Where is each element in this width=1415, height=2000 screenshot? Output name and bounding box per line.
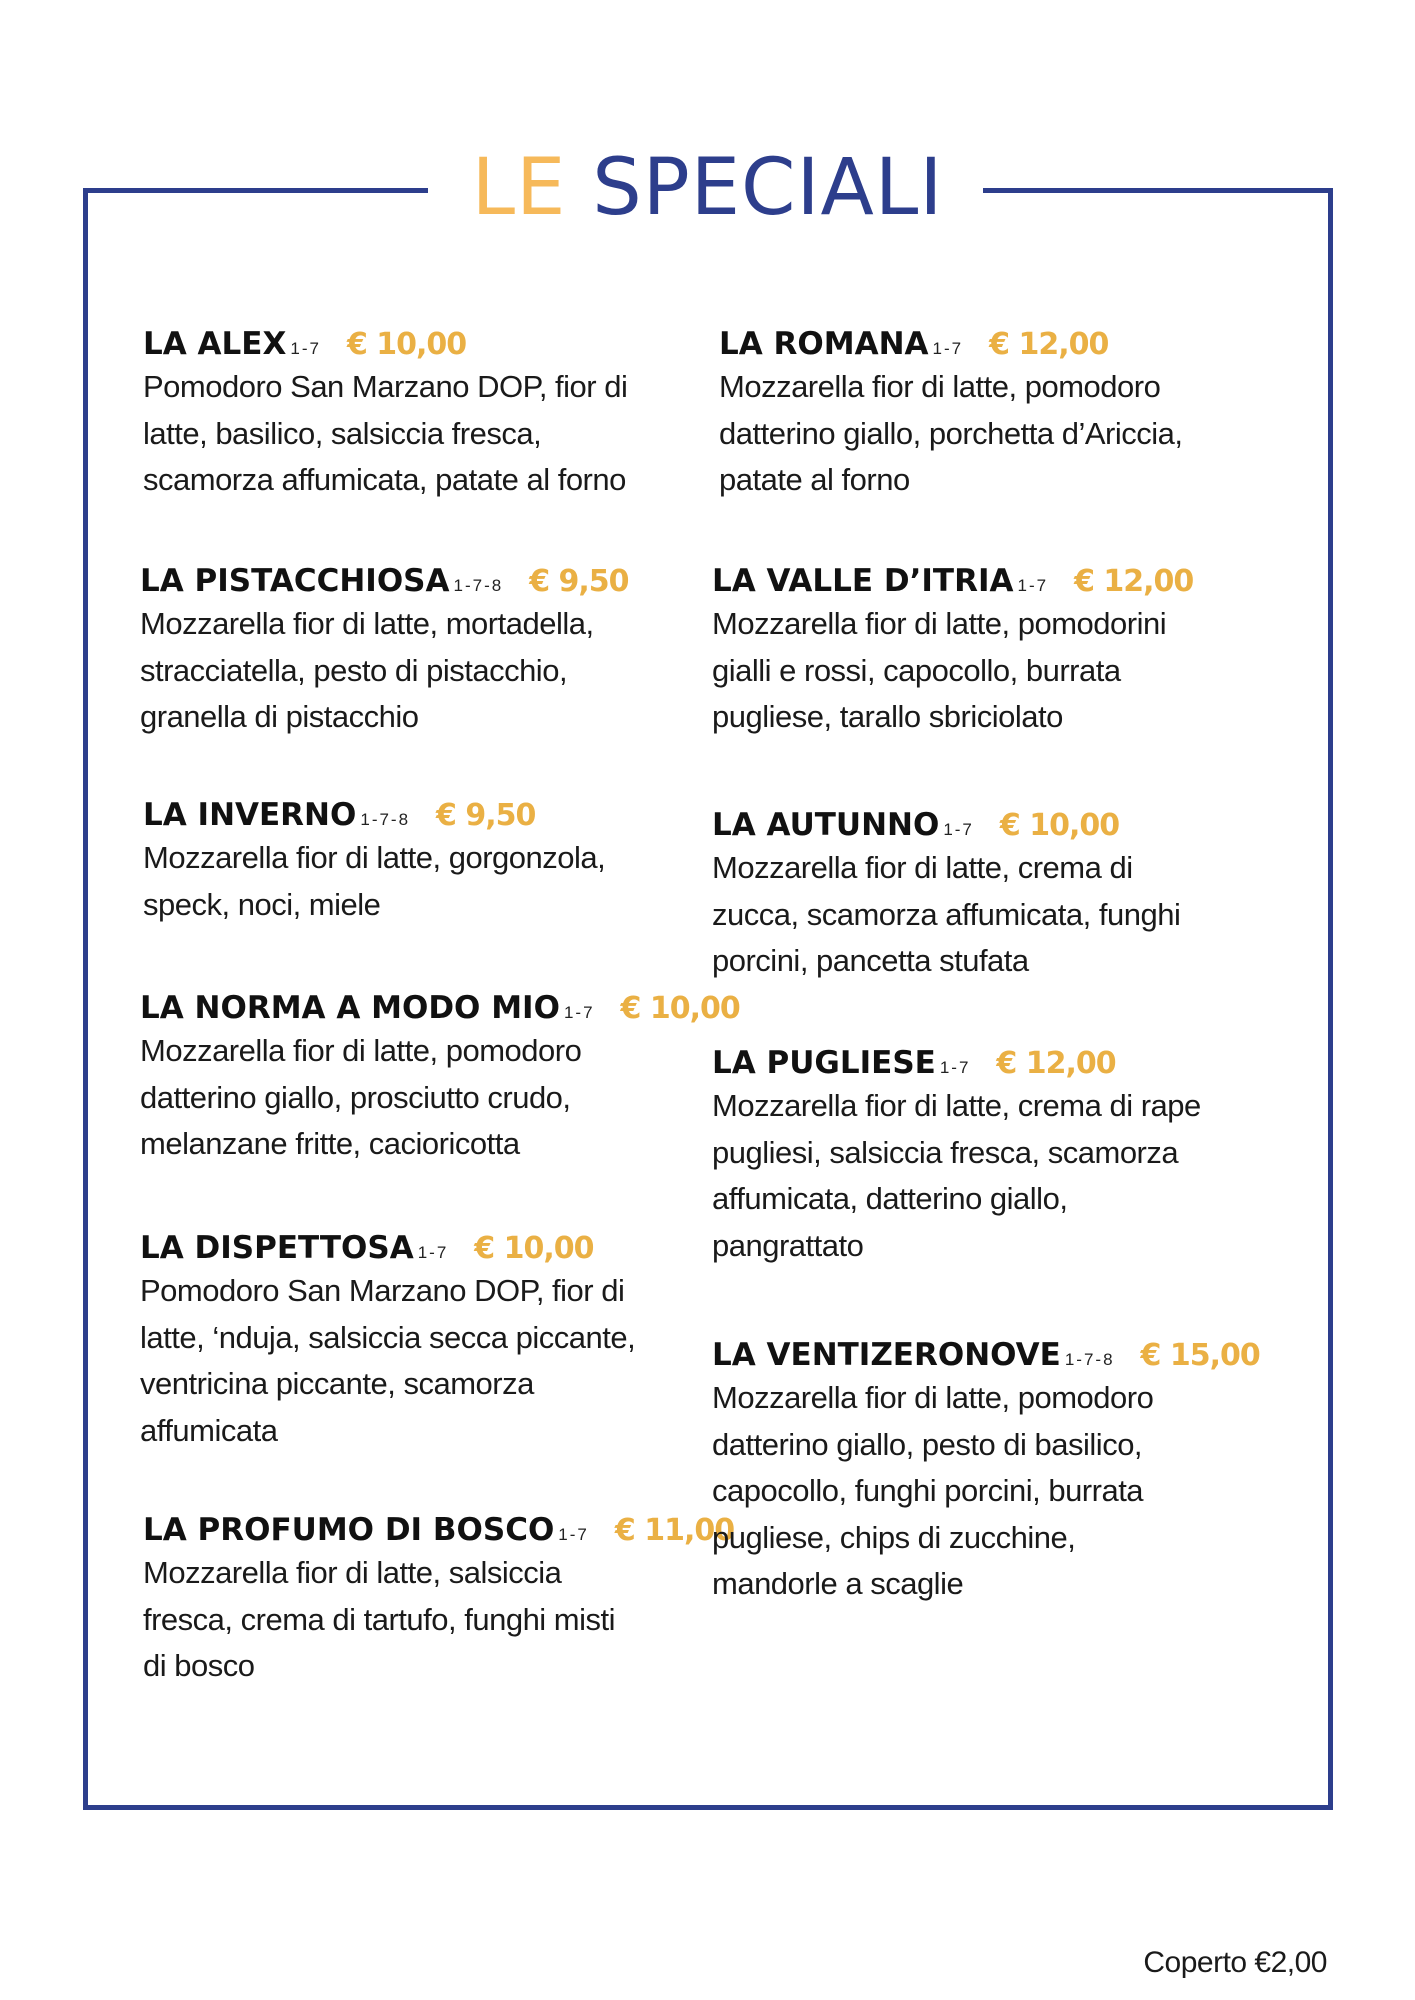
item-description <box>712 845 1252 985</box>
description-line: Pomodoro San Marzano DOP, fior di <box>140 1273 625 1308</box>
description-line: granella di pistacchio <box>140 699 419 734</box>
item-allergens: 1-7-8 <box>453 576 504 595</box>
menu-item <box>143 1512 735 1690</box>
description-line: speck, noci, miele <box>143 886 381 922</box>
item-allergens: 1-7 <box>1017 576 1049 595</box>
item-allergens: 1-7 <box>943 820 974 839</box>
description-line: Mozzarella fior di latte, crema di <box>712 850 1133 885</box>
description-line: porcini, pancetta stufata <box>712 943 1029 978</box>
item-price: € 15,00 <box>1140 1338 1260 1373</box>
item-name: LA PUGLIESE <box>712 1045 936 1081</box>
item-name: LA AUTUNNO <box>712 807 940 843</box>
item-allergens: 1-7 <box>417 1243 449 1262</box>
item-price: € 9,50 <box>529 564 629 599</box>
menu-item <box>140 990 740 1168</box>
menu-item-header <box>140 990 740 1026</box>
title-word-le: LE <box>471 143 567 233</box>
item-name: LA VENTIZERONOVE <box>712 1337 1061 1373</box>
item-price: € 11,00 <box>614 1513 735 1548</box>
description-line: pugliese, tarallo sbriciolato <box>712 699 1063 734</box>
coperto-note: Coperto €2,00 <box>1143 1946 1327 1979</box>
item-price: € 10,00 <box>620 991 740 1026</box>
description-line: latte, basilico, salsiccia fresca, <box>143 415 542 451</box>
item-description <box>712 601 1252 741</box>
item-description <box>143 364 683 504</box>
description-line: pugliese, chips di zucchine, <box>712 1519 1076 1555</box>
description-line: Mozzarella fior di latte, pomodoro <box>719 369 1161 404</box>
item-price: € 12,00 <box>989 327 1109 362</box>
description-line: Mozzarella fior di latte, crema di rape <box>712 1088 1201 1123</box>
item-description <box>719 364 1259 504</box>
menu-item-header <box>712 563 1252 599</box>
description-line: Mozzarella fior di latte, pomodorini <box>712 606 1167 641</box>
description-line: Mozzarella fior di latte, salsiccia <box>143 1555 562 1590</box>
menu-item-header <box>143 797 683 833</box>
description-line: affumicata, datterino giallo, <box>712 1181 1068 1216</box>
description-line: melanzane fritte, cacioricotta <box>140 1126 520 1161</box>
item-name: LA NORMA A MODO MIO <box>140 990 560 1026</box>
description-line: Mozzarella fior di latte, gorgonzola, <box>143 840 606 875</box>
item-name: LA ALEX <box>143 326 287 362</box>
menu-item <box>712 1337 1260 1608</box>
item-description <box>140 1268 680 1454</box>
description-line: datterino giallo, prosciutto crudo, <box>140 1079 571 1115</box>
page-title <box>0 143 1415 233</box>
item-allergens: 1-7 <box>558 1525 589 1544</box>
menu-item-header <box>140 1230 680 1266</box>
menu-item <box>143 797 683 928</box>
menu-item <box>712 563 1252 741</box>
menu-item <box>140 563 680 741</box>
description-line: latte, ‘nduja, salsiccia secca piccante, <box>140 1319 636 1355</box>
item-name: LA INVERNO <box>143 797 357 833</box>
description-line: fresca, crema di tartufo, funghi misti <box>143 1601 616 1637</box>
description-line: pugliesi, salsiccia fresca, scamorza <box>712 1134 1179 1170</box>
menu-item-header <box>719 326 1259 362</box>
description-line: Mozzarella fior di latte, pomodoro <box>140 1033 582 1068</box>
description-line: di bosco <box>143 1648 255 1683</box>
item-description <box>140 1028 680 1168</box>
menu-item <box>143 326 683 504</box>
item-name: LA ROMANA <box>719 326 929 362</box>
item-price: € 10,00 <box>346 327 467 362</box>
menu-item <box>712 1045 1252 1269</box>
item-description <box>712 1083 1252 1269</box>
item-allergens: 1-7 <box>939 1058 971 1077</box>
item-name: LA DISPETTOSA <box>140 1230 414 1266</box>
item-allergens: 1-7-8 <box>1064 1350 1115 1369</box>
menu-item <box>140 1230 680 1454</box>
menu-item-header <box>712 807 1252 843</box>
menu-item-header <box>712 1337 1260 1373</box>
item-allergens: 1-7 <box>932 339 964 358</box>
menu-item <box>719 326 1259 504</box>
description-line: Mozzarella fior di latte, mortadella, <box>140 606 594 641</box>
item-description <box>140 601 680 741</box>
description-line: patate al forno <box>719 462 910 497</box>
title-word-speciali: SPECIALI <box>592 143 944 233</box>
description-line: Mozzarella fior di latte, pomodoro <box>712 1380 1154 1415</box>
item-allergens: 1-7-8 <box>360 810 411 829</box>
item-price: € 10,00 <box>474 1231 594 1266</box>
description-line: zucca, scamorza affumicata, funghi <box>712 896 1181 932</box>
menu-item-header <box>143 326 683 362</box>
description-line: ventricina piccante, scamorza <box>140 1366 534 1401</box>
item-allergens: 1-7 <box>290 339 321 358</box>
description-line: datterino giallo, pesto di basilico, <box>712 1426 1143 1462</box>
item-name: LA PISTACCHIOSA <box>140 563 450 599</box>
description-line: stracciatella, pesto di pistacchio, <box>140 652 568 688</box>
description-line: scamorza affumicata, patate al forno <box>143 462 626 497</box>
menu-item-header <box>140 563 680 599</box>
menu-item-header <box>143 1512 735 1548</box>
description-line: Pomodoro San Marzano DOP, fior di <box>143 369 628 404</box>
description-line: pangrattato <box>712 1227 864 1263</box>
description-line: mandorle a scaglie <box>712 1566 964 1601</box>
item-price: € 10,00 <box>999 808 1120 843</box>
description-line: datterino giallo, porchetta d’Ariccia, <box>719 415 1183 451</box>
description-line: gialli e rossi, capocollo, burrata <box>712 652 1121 688</box>
menu-item <box>712 807 1252 985</box>
item-allergens: 1-7 <box>563 1003 595 1022</box>
item-description <box>143 1550 683 1690</box>
menu-item-header <box>712 1045 1252 1081</box>
description-line: capocollo, funghi porcini, burrata <box>712 1473 1144 1508</box>
description-line: affumicata <box>140 1412 278 1448</box>
item-description <box>143 835 683 928</box>
item-price: € 9,50 <box>436 798 536 833</box>
item-name: LA VALLE D’ITRIA <box>712 563 1014 599</box>
item-price: € 12,00 <box>996 1046 1116 1081</box>
item-name: LA PROFUMO DI BOSCO <box>143 1512 555 1548</box>
item-description <box>712 1375 1252 1608</box>
item-price: € 12,00 <box>1074 564 1194 599</box>
